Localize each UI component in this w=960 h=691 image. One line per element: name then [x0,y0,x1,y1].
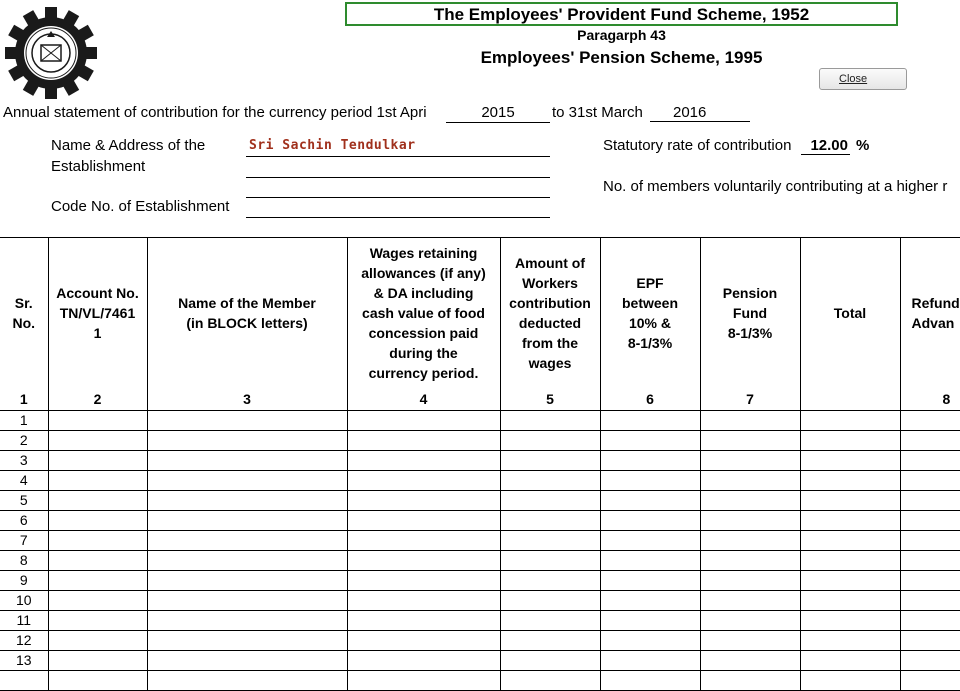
table-cell[interactable] [48,670,147,690]
table-cell[interactable] [700,450,800,470]
column-header-line: & DA including [348,283,500,303]
table-row [0,490,960,510]
table-cell[interactable] [147,630,347,650]
table-cell[interactable] [800,570,900,590]
table-cell[interactable] [48,430,147,450]
table-cell[interactable] [700,670,800,690]
column-header-line: currency period. [348,363,500,383]
table-cell[interactable] [900,630,960,650]
column-header-line: EPF [601,273,700,293]
sr-no-cell: 1 [0,410,48,430]
table-cell[interactable] [700,590,800,610]
table-cell[interactable] [147,530,347,550]
table-cell[interactable] [48,630,147,650]
sr-no-cell: 12 [0,630,48,650]
table-cell[interactable] [600,610,700,630]
table-cell[interactable] [700,630,800,650]
column-header [500,238,600,388]
column-header-line: deducted [501,313,600,333]
table-cell[interactable] [800,590,900,610]
table-cell[interactable] [500,470,600,490]
establishment-code-field[interactable] [246,198,550,218]
table-cell[interactable] [900,470,960,490]
column-header-line: from the [501,333,600,353]
table-cell[interactable] [347,470,500,490]
table-row [0,650,960,670]
table-cell[interactable] [900,530,960,550]
table-cell[interactable] [347,490,500,510]
table-cell[interactable] [500,570,600,590]
table-cell[interactable] [500,650,600,670]
table-cell[interactable] [600,650,700,670]
table-cell[interactable] [800,450,900,470]
table-cell[interactable] [48,470,147,490]
table-cell[interactable] [500,490,600,510]
close-button[interactable]: Close [819,68,907,90]
column-number-row [0,388,960,411]
table-cell[interactable] [800,630,900,650]
table-cell[interactable] [800,650,900,670]
table-cell[interactable] [700,650,800,670]
table-cell[interactable] [500,590,600,610]
table-cell[interactable] [347,450,500,470]
table-cell[interactable] [147,410,347,430]
table-cell[interactable] [147,650,347,670]
statutory-rate-label: Statutory rate of contribution [603,137,791,154]
table-row [0,670,960,690]
table-cell[interactable] [700,470,800,490]
column-number: 2 [48,388,147,411]
column-header-line: Refund [912,293,960,313]
column-header-line: cash value of food [348,303,500,323]
table-cell[interactable] [700,530,800,550]
sr-no-cell: 4 [0,470,48,490]
table-cell[interactable] [800,530,900,550]
table-cell[interactable] [48,490,147,510]
table-cell[interactable] [347,410,500,430]
table-cell[interactable] [800,430,900,450]
table-cell[interactable] [347,650,500,670]
table-cell[interactable] [900,570,960,590]
statutory-rate-field[interactable]: 12.00 [801,137,850,155]
column-header-line: Sr. [0,293,48,313]
sr-no-cell: 10 [0,590,48,610]
table-cell[interactable] [500,530,600,550]
table-cell[interactable] [347,550,500,570]
sr-no-cell: 3 [0,450,48,470]
column-header-line: wages [501,353,600,373]
column-number: 7 [700,388,800,411]
column-header-line: No. [0,313,48,333]
table-cell[interactable] [147,510,347,530]
table-cell[interactable] [900,490,960,510]
table-cell[interactable] [347,530,500,550]
column-header-line: 8-1/3% [601,333,700,353]
scheme-title: The Employees' Provident Fund Scheme, 1952 [345,2,898,26]
table-cell[interactable] [700,570,800,590]
column-header-line: TN/VL/7461 [49,303,147,323]
table-cell[interactable] [500,450,600,470]
column-header-line: Pension [701,283,800,303]
table-cell[interactable] [900,610,960,630]
column-number: 4 [347,388,500,411]
column-number: 5 [500,388,600,411]
column-header-line: Total [801,303,900,323]
column-header-line: 10% & [601,313,700,333]
table-cell[interactable] [800,470,900,490]
table-cell[interactable] [600,410,700,430]
column-header-line: Advan [912,313,960,333]
sr-no-cell: 5 [0,490,48,510]
sr-no-cell: 8 [0,550,48,570]
establishment-name-value: Sri Sachin Tendulkar [249,138,416,153]
column-header [147,238,347,388]
table-cell[interactable] [347,590,500,610]
table-row [0,410,960,430]
table-cell[interactable] [500,410,600,430]
column-header-line: between [601,293,700,313]
table-cell[interactable] [147,450,347,470]
sr-no-cell: 11 [0,610,48,630]
column-header-line: contribution [501,293,600,313]
column-header [347,238,500,388]
table-cell[interactable] [600,530,700,550]
column-header-line: (in BLOCK letters) [148,313,347,333]
table-cell[interactable] [900,670,960,690]
table-cell[interactable] [700,610,800,630]
table-cell[interactable] [147,670,347,690]
table-header-row [0,238,960,388]
table-cell[interactable] [900,410,960,430]
column-number: 6 [600,388,700,411]
column-header-line: during the [348,343,500,363]
table-cell[interactable] [500,630,600,650]
contribution-table [0,237,960,691]
table-cell[interactable] [600,630,700,650]
establishment-address-line-2[interactable] [246,178,550,198]
column-header [900,238,960,388]
table-cell[interactable] [147,470,347,490]
column-header [48,238,147,388]
column-header-line: Name of the Member [148,293,347,313]
column-header-line: Workers [501,273,600,293]
table-cell[interactable] [600,670,700,690]
establishment-address-line-1[interactable] [246,158,550,178]
table-cell[interactable] [900,430,960,450]
table-row [0,590,960,610]
table-cell[interactable] [600,430,700,450]
table-cell[interactable] [600,470,700,490]
column-number: 8 [900,388,960,411]
table-cell[interactable] [600,510,700,530]
table-cell[interactable] [48,510,147,530]
column-number [800,388,900,411]
column-header-line: Account No. [49,283,147,303]
table-cell[interactable] [700,490,800,510]
column-header-line: 1 [49,323,147,343]
name-address-label: Name & Address of the [51,137,205,154]
code-label: Code No. of Establishment [51,198,229,215]
table-cell[interactable] [147,430,347,450]
establishment-name-field[interactable] [246,137,550,157]
table-row [0,470,960,490]
table-cell[interactable] [600,590,700,610]
column-header [0,238,48,388]
column-header-line: Fund [701,303,800,323]
column-header-line: 8-1/3% [701,323,800,343]
table-cell[interactable] [48,450,147,470]
table-cell[interactable] [800,410,900,430]
table-cell[interactable] [347,630,500,650]
table-row [0,530,960,550]
table-cell[interactable] [48,410,147,430]
table-cell[interactable] [48,550,147,570]
table-cell[interactable] [700,510,800,530]
table-row [0,610,960,630]
table-cell[interactable] [800,550,900,570]
table-cell[interactable] [147,610,347,630]
statement-prefix: Annual statement of contribution for the currency period 1st Apri [3,104,427,121]
table-cell[interactable] [500,430,600,450]
column-number: 1 [0,388,48,411]
table-cell[interactable] [800,490,900,510]
table-cell[interactable] [900,590,960,610]
table-row [0,430,960,450]
sr-no-cell: 2 [0,430,48,450]
column-header [800,238,900,388]
table-cell[interactable] [347,510,500,530]
table-cell[interactable] [48,570,147,590]
epfo-logo [4,6,98,100]
table-cell[interactable] [700,410,800,430]
table-cell[interactable] [500,510,600,530]
statement-middle: to 31st March [552,104,643,121]
to-year-field[interactable]: 2016 [650,104,750,122]
table-cell[interactable] [48,530,147,550]
table-cell[interactable] [347,430,500,450]
table-row [0,450,960,470]
table-cell[interactable] [600,490,700,510]
table-cell[interactable] [600,570,700,590]
table-cell[interactable] [600,450,700,470]
table-cell[interactable] [500,550,600,570]
column-header-line: concession paid [348,323,500,343]
table-cell[interactable] [900,550,960,570]
table-cell[interactable] [800,670,900,690]
paragraph-label: Paragarph 43 [345,27,898,43]
sr-no-cell: 7 [0,530,48,550]
table-cell[interactable] [147,590,347,610]
table-cell[interactable] [800,610,900,630]
column-header-line: allowances (if any) [348,263,500,283]
statutory-rate-unit: % [856,137,869,154]
table-cell[interactable] [347,670,500,690]
table-cell[interactable] [700,550,800,570]
table-cell[interactable] [600,550,700,570]
table-cell[interactable] [147,570,347,590]
table-cell[interactable] [147,550,347,570]
table-cell[interactable] [48,650,147,670]
column-header-line: Wages retaining [348,243,500,263]
table-cell[interactable] [500,610,600,630]
column-header [700,238,800,388]
from-year-field[interactable]: 2015 [446,104,550,123]
table-row [0,510,960,530]
column-header-line: Amount of [501,253,600,273]
sr-no-cell [0,670,48,690]
sr-no-cell: 6 [0,510,48,530]
table-cell[interactable] [800,510,900,530]
higher-rate-members-label: No. of members voluntarily contributing at a higher r [603,178,947,195]
pension-scheme-title: Employees' Pension Scheme, 1995 [345,48,898,68]
table-row [0,550,960,570]
table-cell[interactable] [900,450,960,470]
table-cell[interactable] [347,610,500,630]
table-row [0,630,960,650]
table-cell[interactable] [900,650,960,670]
sr-no-cell: 13 [0,650,48,670]
table-cell[interactable] [147,490,347,510]
column-number: 3 [147,388,347,411]
column-header [600,238,700,388]
sr-no-cell: 9 [0,570,48,590]
table-cell[interactable] [347,570,500,590]
table-cell[interactable] [900,510,960,530]
table-cell[interactable] [500,670,600,690]
table-cell[interactable] [48,590,147,610]
table-cell[interactable] [48,610,147,630]
establishment-label: Establishment [51,158,145,175]
table-cell[interactable] [700,430,800,450]
table-row [0,570,960,590]
